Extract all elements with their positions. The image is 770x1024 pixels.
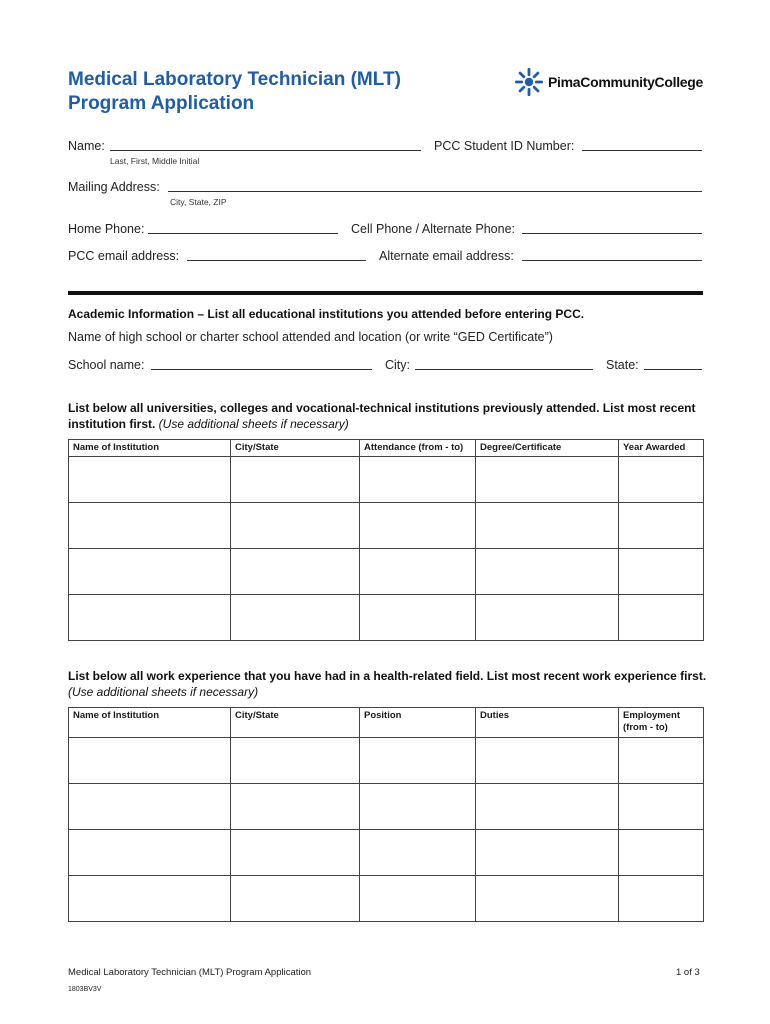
table-cell[interactable] [69, 876, 231, 922]
table-cell[interactable] [231, 503, 360, 549]
name-hint: Last, First, Middle Initial [110, 156, 200, 166]
academic-heading: Academic Information – List all educational institutions you attended before entering PCC. [68, 307, 585, 321]
col-position: Position [360, 708, 476, 738]
table-cell[interactable] [231, 830, 360, 876]
table-row [69, 549, 704, 595]
name-field[interactable] [110, 150, 421, 151]
state-label: State: [606, 358, 639, 372]
col-city-state: City/State [231, 708, 360, 738]
cell-phone-label: Cell Phone / Alternate Phone: [351, 222, 516, 236]
work-heading [68, 668, 708, 700]
table-cell[interactable] [69, 457, 231, 503]
table-cell[interactable] [619, 738, 704, 784]
colleges-heading [68, 400, 708, 432]
table-cell[interactable] [476, 549, 619, 595]
table-cell[interactable] [231, 595, 360, 641]
table-cell[interactable] [476, 738, 619, 784]
table-cell[interactable] [619, 595, 704, 641]
colleges-heading-text: List below all universities, colleges and vocational-technical institutions previously attended. List most recent institution first. [68, 401, 696, 431]
table-row [69, 876, 704, 922]
pcc-email-label: PCC email address: [68, 249, 180, 263]
page-title [68, 68, 401, 116]
table-cell[interactable] [69, 503, 231, 549]
table-row [69, 830, 704, 876]
city-field[interactable] [415, 369, 593, 370]
alt-email-field[interactable] [522, 260, 702, 261]
page-number: 1 of 3 [676, 967, 700, 978]
school-name-field[interactable] [151, 369, 372, 370]
college-name: PimaCommunityCollege [548, 74, 704, 90]
table-cell[interactable] [360, 784, 476, 830]
title-line-1: Medical Laboratory Technician (MLT) [68, 69, 401, 90]
table-cell[interactable] [476, 457, 619, 503]
table-row [69, 738, 704, 784]
table-cell[interactable] [231, 457, 360, 503]
table-cell[interactable] [619, 457, 704, 503]
section-divider [68, 291, 703, 295]
title-line-2: Program Application [68, 93, 255, 114]
form-code: 1803BV3V [68, 986, 102, 993]
home-phone-field[interactable] [148, 233, 338, 234]
mailing-address-label: Mailing Address: [68, 180, 160, 194]
table-cell[interactable] [360, 876, 476, 922]
mailing-address-field[interactable] [168, 191, 702, 192]
table-cell[interactable] [476, 503, 619, 549]
table-cell[interactable] [69, 595, 231, 641]
table-cell[interactable] [69, 830, 231, 876]
cell-phone-field[interactable] [522, 233, 702, 234]
city-label: City: [385, 358, 410, 372]
pima-star-logo-icon [514, 67, 544, 97]
col-employment: Employment (from - to) [619, 708, 704, 738]
table-cell[interactable] [69, 549, 231, 595]
table-row [69, 503, 704, 549]
table-cell[interactable] [231, 876, 360, 922]
table-cell[interactable] [619, 549, 704, 595]
college-logo [514, 67, 703, 97]
table-cell[interactable] [360, 549, 476, 595]
table-row [69, 457, 704, 503]
table-row [69, 595, 704, 641]
table-cell[interactable] [619, 876, 704, 922]
table-cell[interactable] [360, 503, 476, 549]
work-header-row [69, 708, 704, 738]
table-cell[interactable] [360, 738, 476, 784]
table-cell[interactable] [476, 830, 619, 876]
table-cell[interactable] [476, 595, 619, 641]
school-name-label: School name: [68, 358, 145, 372]
table-cell[interactable] [476, 876, 619, 922]
state-field[interactable] [644, 369, 702, 370]
colleges-header-row [69, 440, 704, 457]
table-cell[interactable] [360, 457, 476, 503]
name-label: Name: [68, 139, 105, 153]
table-cell[interactable] [231, 784, 360, 830]
table-cell[interactable] [231, 549, 360, 595]
work-heading-note: (Use additional sheets if necessary) [68, 685, 259, 699]
high-school-subheading: Name of high school or charter school attended and location (or write “GED Certificate”) [68, 330, 553, 344]
student-id-field[interactable] [582, 150, 702, 151]
table-cell[interactable] [476, 784, 619, 830]
col-name-of-institution: Name of Institution [69, 440, 231, 457]
colleges-table [68, 439, 704, 641]
mailing-address-hint: City, State, ZIP [170, 197, 227, 207]
table-cell[interactable] [231, 738, 360, 784]
pcc-email-field[interactable] [187, 260, 366, 261]
col-duties: Duties [476, 708, 619, 738]
table-cell[interactable] [619, 830, 704, 876]
footer-doc-title: Medical Laboratory Technician (MLT) Program Application [68, 967, 312, 978]
table-cell[interactable] [360, 595, 476, 641]
home-phone-label: Home Phone: [68, 222, 145, 236]
table-cell[interactable] [619, 503, 704, 549]
col-name-of-institution: Name of Institution [69, 708, 231, 738]
table-cell[interactable] [360, 830, 476, 876]
alt-email-label: Alternate email address: [379, 249, 514, 263]
col-city-state: City/State [231, 440, 360, 457]
col-degree-certificate: Degree/Certificate [476, 440, 619, 457]
col-attendance: Attendance (from - to) [360, 440, 476, 457]
table-row [69, 784, 704, 830]
col-year-awarded: Year Awarded [619, 440, 704, 457]
work-heading-text: List below all work experience that you have had in a health-related field. List most recent work experience first. [68, 669, 707, 683]
table-cell[interactable] [619, 784, 704, 830]
student-id-label: PCC Student ID Number: [434, 139, 575, 153]
work-table [68, 707, 704, 922]
table-cell[interactable] [69, 738, 231, 784]
colleges-heading-note: (Use additional sheets if necessary) [158, 417, 349, 431]
table-cell[interactable] [69, 784, 231, 830]
